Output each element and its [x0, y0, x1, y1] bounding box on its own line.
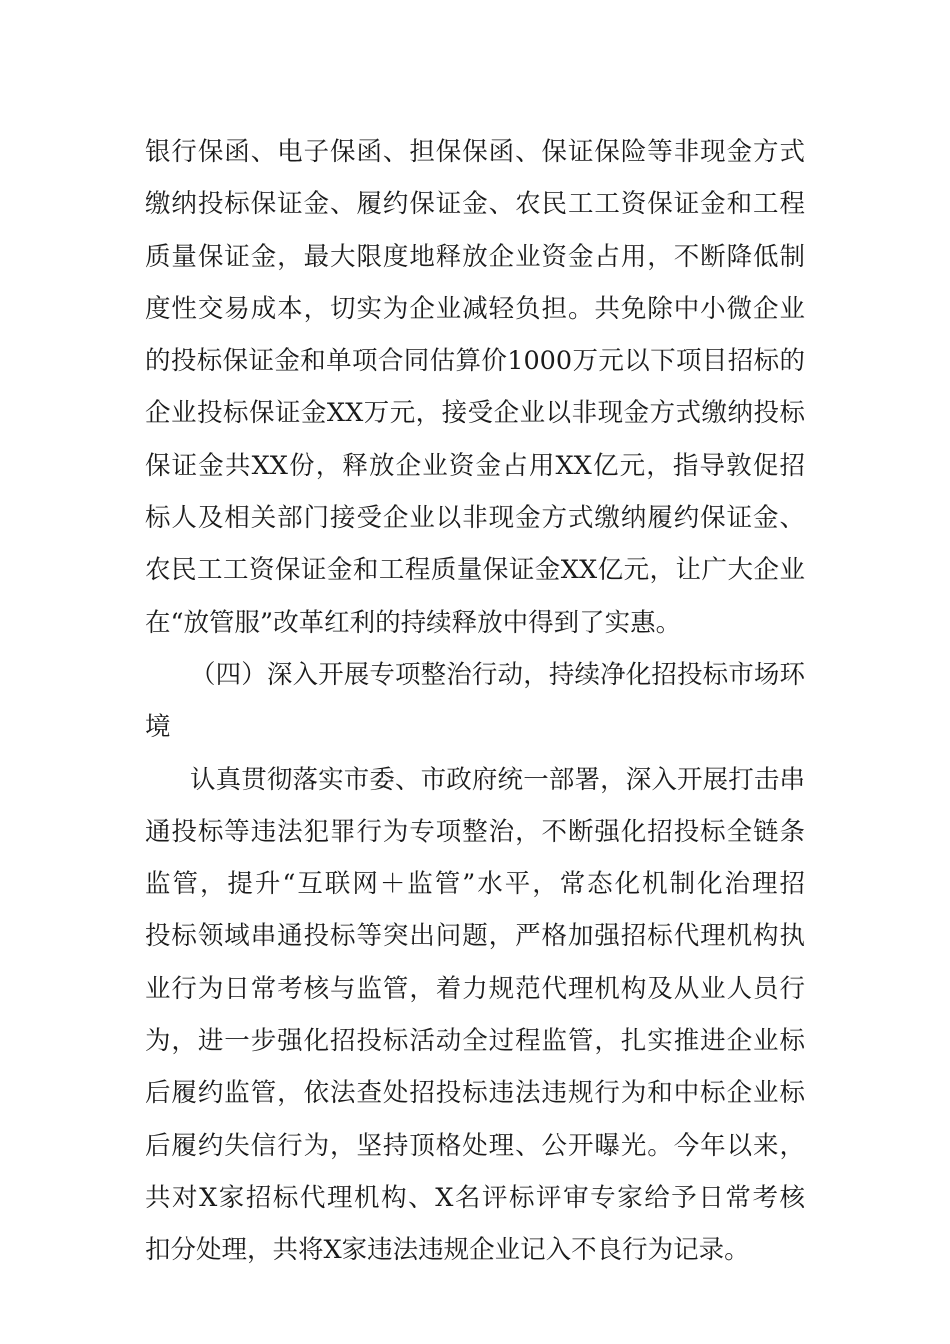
text-line: 缴纳投标保证金、履约保证金、农民工工资保证金和工程	[145, 189, 805, 220]
text-line: 通投标等违法犯罪行为专项整治，不断强化招投标全链条	[145, 816, 805, 847]
paragraph-special-rectification	[145, 754, 805, 1277]
text-line: 为，进一步强化招投标活动全过程监管，扎实推进企业标	[145, 1026, 805, 1057]
text-line: 保证金共XX份，释放企业资金占用XX亿元，指导敦促招	[145, 450, 805, 481]
text-line: 后履约失信行为，坚持顶格处理、公开曝光。今年以来，	[145, 1130, 805, 1161]
heading-line: （四）深入开展专项整治行动，持续净化招投标市场环	[190, 659, 805, 690]
text-line: 认真贯彻落实市委、市政府统一部署，深入开展打击串	[190, 764, 805, 795]
text-line: 共对X家招标代理机构、X名评标评审专家给予日常考核	[145, 1182, 805, 1213]
text-line: 农民工工资保证金和工程质量保证金XX亿元，让广大企业	[145, 555, 805, 586]
document-body	[145, 126, 805, 1277]
text-line: 企业投标保证金XX万元，接受企业以非现金方式缴纳投标	[145, 398, 805, 429]
text-line: 在“放管服”改革红利的持续释放中得到了实惠。	[145, 607, 682, 638]
text-line: 监管，提升“互联网＋监管”水平，常态化机制化治理招	[145, 869, 805, 900]
text-line: 投标领域串通投标等突出问题，严格加强招标代理机构执	[145, 921, 805, 952]
paragraph-guarantee-measures	[145, 126, 805, 649]
text-line: 质量保证金，最大限度地释放企业资金占用，不断降低制	[145, 241, 805, 272]
text-line: 的投标保证金和单项合同估算价1000万元以下项目招标的	[145, 346, 805, 377]
text-line: 银行保函、电子保函、担保保函、保证保险等非现金方式	[145, 137, 805, 167]
text-line: 度性交易成本，切实为企业减轻负担。共免除中小微企业	[145, 293, 805, 324]
text-line: 扣分处理，共将X家违法违规企业记入不良行为记录。	[145, 1235, 750, 1266]
section-heading-4	[145, 649, 805, 754]
text-line: 业行为日常考核与监管，着力规范代理机构及从业人员行	[145, 973, 805, 1004]
text-line: 后履约监管，依法查处招投标违法违规行为和中标企业标	[145, 1078, 805, 1109]
heading-line: 境	[145, 712, 171, 743]
text-line: 标人及相关部门接受企业以非现金方式缴纳履约保证金、	[145, 503, 805, 534]
